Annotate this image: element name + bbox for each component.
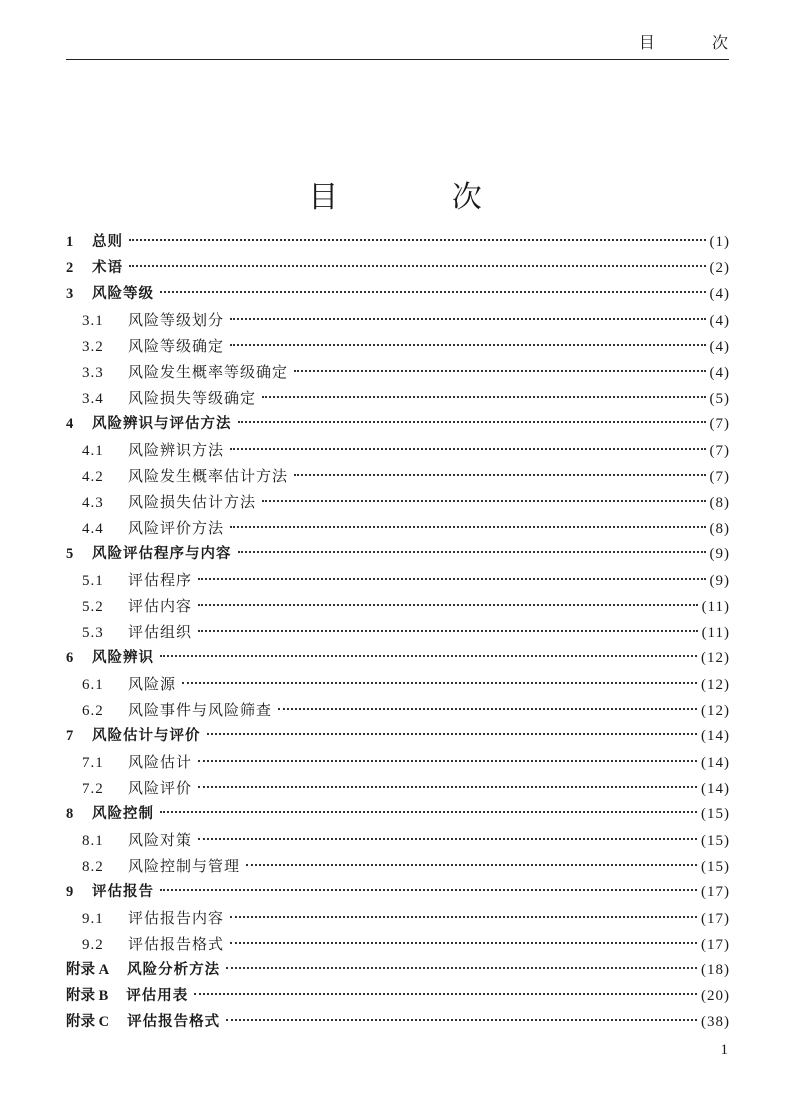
- toc-dot-leader: [160, 811, 697, 813]
- toc-entry-title: 评估报告: [92, 884, 154, 900]
- toc-entry-number: 4.3: [82, 495, 104, 511]
- toc-section-entry[interactable]: [66, 307, 730, 333]
- toc-entry-page: (12): [701, 677, 730, 693]
- toc-section-entry[interactable]: [66, 359, 730, 385]
- toc-dot-leader: [160, 655, 697, 657]
- toc-entry-page: (17): [701, 884, 730, 900]
- toc-section-entry[interactable]: [66, 619, 730, 645]
- toc-entry-page: (14): [701, 781, 730, 797]
- toc-entry-page: (4): [709, 286, 730, 302]
- toc-entry-title: 风险控制: [92, 806, 154, 822]
- toc-entry-page: (2): [709, 260, 730, 276]
- toc-entry-page: (9): [709, 573, 730, 589]
- toc-entry-title: 总则: [92, 234, 123, 250]
- toc-chapter-entry[interactable]: [66, 229, 730, 255]
- toc-dot-leader: [198, 786, 697, 788]
- toc-section-entry[interactable]: [66, 853, 730, 879]
- toc-entry-number: 4: [66, 416, 74, 432]
- toc-entry-title: 风险辨识方法: [128, 441, 225, 459]
- toc-entry-number: 3.4: [82, 391, 104, 407]
- toc-entry-number: 3.2: [82, 339, 104, 355]
- toc-appendix-entry[interactable]: [66, 957, 730, 983]
- toc-dot-leader: [230, 318, 705, 320]
- toc-chapter-entry[interactable]: [66, 801, 730, 827]
- toc-dot-leader: [226, 1019, 697, 1021]
- toc-dot-leader: [129, 265, 706, 267]
- toc-dot-leader: [230, 942, 697, 944]
- toc-entry-number: 7.1: [82, 755, 104, 771]
- toc-chapter-entry[interactable]: [66, 723, 730, 749]
- toc-dot-leader: [230, 448, 705, 450]
- toc-entry-number: 4.1: [82, 443, 104, 459]
- toc-entry-number: 5.1: [82, 573, 104, 589]
- toc-section-entry[interactable]: [66, 671, 730, 697]
- toc-entry-number: 9.2: [82, 937, 104, 953]
- running-head: 目 次: [638, 33, 754, 52]
- toc-dot-leader: [238, 421, 706, 423]
- table-of-contents: [66, 229, 730, 1035]
- page-number: 1: [720, 1042, 728, 1058]
- toc-entry-title: 风险评估程序与内容: [92, 546, 232, 562]
- toc-entry-page: (17): [701, 937, 730, 953]
- toc-entry-page: (14): [701, 728, 730, 744]
- toc-section-entry[interactable]: [66, 463, 730, 489]
- toc-entry-number: 8.1: [82, 833, 104, 849]
- toc-dot-leader: [294, 370, 705, 372]
- toc-dot-leader: [207, 733, 698, 735]
- toc-dot-leader: [226, 967, 697, 969]
- toc-dot-leader: [198, 760, 697, 762]
- toc-dot-leader: [160, 291, 706, 293]
- toc-dot-leader: [294, 474, 705, 476]
- toc-entry-title: 评估报告格式: [128, 935, 225, 953]
- toc-entry-title: 风险评价方法: [128, 519, 225, 537]
- toc-dot-leader: [194, 993, 697, 995]
- toc-section-entry[interactable]: [66, 489, 730, 515]
- toc-dot-leader: [230, 344, 705, 346]
- toc-dot-leader: [198, 604, 698, 606]
- toc-entry-page: (15): [701, 806, 730, 822]
- toc-dot-leader: [278, 708, 697, 710]
- toc-chapter-entry[interactable]: [66, 645, 730, 671]
- toc-entry-title: 风险发生概率等级确定: [128, 363, 289, 381]
- toc-entry-title: 术语: [92, 260, 123, 276]
- toc-dot-leader: [246, 864, 697, 866]
- toc-section-entry[interactable]: [66, 515, 730, 541]
- toc-entry-title: 风险辨识: [92, 650, 154, 666]
- toc-entry-page: (8): [709, 495, 730, 511]
- toc-section-entry[interactable]: [66, 333, 730, 359]
- toc-entry-title: 风险对策: [128, 831, 193, 849]
- toc-section-entry[interactable]: [66, 593, 730, 619]
- toc-entry-page: (7): [709, 443, 730, 459]
- toc-entry-page: (9): [709, 546, 730, 562]
- toc-section-entry[interactable]: [66, 437, 730, 463]
- toc-entry-title: 风险控制与管理: [128, 857, 241, 875]
- toc-entry-number: 1: [66, 234, 74, 250]
- toc-entry-number: 附录 C: [66, 1014, 110, 1030]
- toc-entry-title: 评估报告格式: [127, 1014, 221, 1030]
- toc-entry-page: (17): [701, 911, 730, 927]
- toc-entry-page: (38): [701, 1014, 730, 1030]
- toc-dot-leader: [198, 838, 697, 840]
- toc-entry-title: 风险分析方法: [127, 962, 221, 978]
- toc-entry-page: (4): [709, 313, 730, 329]
- toc-dot-leader: [182, 682, 697, 684]
- toc-section-entry[interactable]: [66, 827, 730, 853]
- toc-entry-page: (1): [709, 234, 730, 250]
- toc-entry-title: 风险辨识与评估方法: [92, 416, 232, 432]
- toc-entry-number: 8: [66, 806, 74, 822]
- toc-dot-leader: [262, 396, 705, 398]
- toc-entry-number: 7.2: [82, 781, 104, 797]
- toc-section-entry[interactable]: [66, 697, 730, 723]
- toc-section-entry[interactable]: [66, 567, 730, 593]
- toc-entry-title: 风险损失等级确定: [128, 389, 257, 407]
- toc-entry-number: 4.2: [82, 469, 104, 485]
- toc-entry-number: 3.1: [82, 313, 104, 329]
- toc-dot-leader: [230, 916, 697, 918]
- toc-entry-title: 风险发生概率估计方法: [128, 467, 289, 485]
- toc-section-entry[interactable]: [66, 931, 730, 957]
- toc-chapter-entry[interactable]: [66, 541, 730, 567]
- toc-entry-page: (11): [701, 625, 730, 641]
- toc-entry-number: 2: [66, 260, 74, 276]
- toc-entry-title: 风险损失估计方法: [128, 493, 257, 511]
- toc-entry-title: 评估报告内容: [128, 909, 225, 927]
- toc-appendix-entry[interactable]: [66, 1009, 730, 1035]
- toc-dot-leader: [129, 239, 706, 241]
- toc-entry-page: (15): [701, 833, 730, 849]
- toc-entry-page: (4): [709, 339, 730, 355]
- toc-entry-title: 评估组织: [128, 623, 193, 641]
- toc-dot-leader: [262, 500, 705, 502]
- header-rule: [66, 59, 729, 60]
- toc-section-entry[interactable]: [66, 749, 730, 775]
- toc-dot-leader: [198, 630, 698, 632]
- toc-dot-leader: [198, 578, 705, 580]
- toc-entry-number: 6.2: [82, 703, 104, 719]
- toc-entry-title: 评估内容: [128, 597, 193, 615]
- toc-entry-page: (15): [701, 859, 730, 875]
- toc-entry-title: 风险等级: [92, 286, 154, 302]
- toc-entry-number: 5.3: [82, 625, 104, 641]
- toc-dot-leader: [230, 526, 705, 528]
- toc-dot-leader: [160, 889, 697, 891]
- toc-entry-title: 风险源: [128, 675, 177, 693]
- toc-section-entry[interactable]: [66, 775, 730, 801]
- toc-entry-number: 9: [66, 884, 74, 900]
- toc-entry-number: 附录 A: [66, 962, 110, 978]
- toc-appendix-entry[interactable]: [66, 983, 730, 1009]
- toc-entry-title: 风险估计与评价: [92, 728, 201, 744]
- toc-entry-number: 附录 B: [66, 988, 109, 1004]
- toc-entry-number: 9.1: [82, 911, 104, 927]
- toc-section-entry[interactable]: [66, 905, 730, 931]
- toc-entry-number: 3: [66, 286, 74, 302]
- toc-chapter-entry[interactable]: [66, 879, 730, 905]
- toc-entry-number: 5.2: [82, 599, 104, 615]
- toc-entry-title: 风险评价: [128, 779, 193, 797]
- toc-entry-number: 5: [66, 546, 74, 562]
- toc-chapter-entry[interactable]: [66, 411, 730, 437]
- toc-entry-title: 风险等级划分: [128, 311, 225, 329]
- toc-entry-title: 评估程序: [128, 571, 193, 589]
- toc-entry-page: (14): [701, 755, 730, 771]
- toc-entry-page: (8): [709, 521, 730, 537]
- toc-entry-page: (7): [709, 416, 730, 432]
- page-title: 目 次: [308, 180, 534, 215]
- toc-entry-number: 4.4: [82, 521, 104, 537]
- toc-entry-page: (20): [701, 988, 730, 1004]
- toc-entry-page: (12): [701, 703, 730, 719]
- toc-entry-page: (7): [709, 469, 730, 485]
- toc-entry-title: 风险事件与风险筛查: [128, 701, 273, 719]
- toc-entry-page: (18): [701, 962, 730, 978]
- toc-entry-number: 3.3: [82, 365, 104, 381]
- toc-entry-number: 6.1: [82, 677, 104, 693]
- toc-entry-title: 风险估计: [128, 753, 193, 771]
- toc-chapter-entry[interactable]: [66, 255, 730, 281]
- toc-entry-number: 6: [66, 650, 74, 666]
- toc-chapter-entry[interactable]: [66, 281, 730, 307]
- toc-entry-title: 评估用表: [126, 988, 189, 1004]
- toc-entry-number: 7: [66, 728, 74, 744]
- toc-entry-number: 8.2: [82, 859, 104, 875]
- toc-entry-page: (4): [709, 365, 730, 381]
- toc-entry-page: (5): [709, 391, 730, 407]
- toc-dot-leader: [238, 551, 706, 553]
- toc-entry-page: (12): [701, 650, 730, 666]
- toc-entry-page: (11): [701, 599, 730, 615]
- toc-section-entry[interactable]: [66, 385, 730, 411]
- toc-entry-title: 风险等级确定: [128, 337, 225, 355]
